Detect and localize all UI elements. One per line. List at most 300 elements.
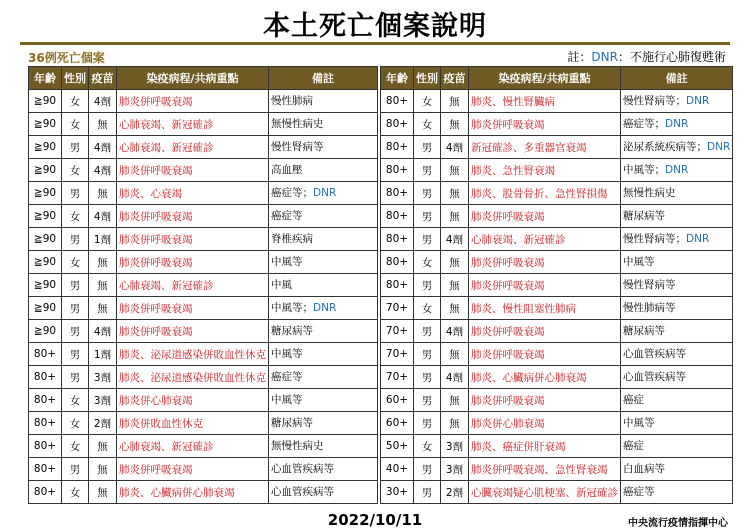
remark-cell (621, 136, 733, 159)
table-row (381, 389, 733, 412)
sex-cell (414, 366, 441, 389)
vaccine-cell-text: 1劑 (93, 233, 112, 246)
sex-cell-text: 男 (69, 233, 81, 246)
age-cell (381, 435, 414, 458)
disease-cell (117, 274, 269, 297)
disease-cell (469, 389, 621, 412)
remark-cell-text: 慢性腎病等； (623, 94, 686, 107)
vaccine-cell-text: 1劑 (93, 348, 112, 361)
age-cell-text: 50+ (385, 440, 409, 452)
disease-cell-text: 肺炎、泌尿道感染併敗血性休克 (119, 371, 266, 384)
remark-cell-text: 癌症 (623, 393, 644, 406)
sex-cell-text: 女 (421, 256, 433, 269)
age-cell-text: 80+ (33, 486, 57, 498)
age-cell (29, 205, 62, 228)
age-cell-text: 80+ (33, 348, 57, 360)
age-cell (381, 458, 414, 481)
disease-cell-text: 肺炎併呼吸衰竭 (119, 302, 193, 315)
vaccine-cell (89, 90, 117, 113)
disease-cell-text: 肺炎、慢性阻塞性肺病 (471, 302, 576, 315)
sex-cell (62, 274, 89, 297)
sex-cell (414, 113, 441, 136)
remark-cell (621, 205, 733, 228)
table-row (29, 458, 378, 481)
age-cell-text: 80+ (385, 141, 409, 153)
sex-cell-text: 男 (421, 417, 433, 430)
vaccine-cell-text: 無 (449, 187, 460, 200)
table-row (381, 228, 733, 251)
age-cell-text: 80+ (385, 164, 409, 176)
sex-cell (62, 412, 89, 435)
age-cell-text: 80+ (385, 233, 409, 245)
disease-cell (469, 228, 621, 251)
table-row (381, 412, 733, 435)
remark-cell-text: 癌症等 (271, 370, 303, 383)
table-row (29, 297, 378, 320)
table-row (29, 366, 378, 389)
sex-cell (62, 366, 89, 389)
disease-cell-text: 肺炎併呼吸衰竭 (471, 348, 545, 361)
sex-cell-text: 男 (421, 348, 433, 361)
disease-cell (117, 136, 269, 159)
table-row (381, 366, 733, 389)
disease-cell-text: 心肺衰竭、新冠確診 (119, 141, 214, 154)
remark-cell (621, 320, 733, 343)
sex-cell-text: 男 (421, 141, 433, 154)
disease-cell (117, 113, 269, 136)
remark-cell-text: 中風等 (623, 255, 655, 268)
right-case-table (380, 66, 733, 504)
sex-cell-text: 女 (421, 95, 433, 108)
age-cell-text: ≧90 (33, 279, 57, 291)
age-cell (381, 297, 414, 320)
age-cell-text: ≧90 (33, 233, 57, 245)
disease-cell-text: 肺炎併心肺衰竭 (471, 417, 545, 430)
vaccine-cell-text: 無 (449, 348, 460, 361)
sex-cell (62, 297, 89, 320)
disease-cell (117, 366, 269, 389)
table-row (381, 205, 733, 228)
age-cell-text: 70+ (385, 302, 409, 314)
age-cell-text: ≧90 (33, 118, 57, 130)
table-row (381, 182, 733, 205)
remark-cell-text: 中風等； (271, 301, 313, 314)
remark-cell (621, 251, 733, 274)
sex-cell-text: 男 (421, 164, 433, 177)
table-row (29, 320, 378, 343)
sex-cell-text: 男 (69, 302, 81, 315)
vaccine-cell (441, 366, 469, 389)
remark-cell (269, 251, 378, 274)
sex-cell-text: 女 (69, 417, 81, 430)
remark-cell-text: 慢性腎病等； (623, 232, 686, 245)
disease-cell-text: 肺炎併呼吸衰竭 (119, 325, 193, 338)
table-row (381, 320, 733, 343)
remark-cell (621, 182, 733, 205)
table-row (381, 481, 733, 504)
remark-cell-text: 脊椎疾病 (271, 232, 313, 245)
header-vaccine: 疫苗 (441, 67, 469, 90)
table-row (381, 435, 733, 458)
disease-cell-text: 肺炎併呼吸衰竭 (119, 256, 193, 269)
remark-cell-text: 癌症等； (623, 117, 665, 130)
disease-cell-text: 肺炎、癌症併肝衰竭 (471, 440, 566, 453)
age-cell-text: 80+ (385, 187, 409, 199)
remark-cell-text: 糖尿病等 (271, 416, 313, 429)
remark-cell-text: 中風等； (623, 163, 665, 176)
age-cell-text: ≧90 (33, 141, 57, 153)
remark-cell (269, 389, 378, 412)
age-cell-text: 70+ (385, 371, 409, 383)
header-disease: 染疫病程/共病重點 (469, 67, 621, 90)
remark-cell-text: 無慢性病史 (271, 117, 324, 130)
disease-cell-text: 肺炎併呼吸衰竭 (471, 256, 545, 269)
note-prefix: 註： (567, 50, 592, 64)
disease-cell (117, 297, 269, 320)
vaccine-cell (441, 90, 469, 113)
disease-cell (117, 159, 269, 182)
remark-cell (621, 90, 733, 113)
sex-cell (414, 320, 441, 343)
disease-cell (117, 205, 269, 228)
vaccine-cell (441, 320, 469, 343)
vaccine-cell (89, 412, 117, 435)
table-row (29, 481, 378, 504)
header-vaccine: 疫苗 (89, 67, 117, 90)
sex-cell (62, 458, 89, 481)
disease-cell-text: 肺炎、心衰竭 (119, 187, 182, 200)
disease-cell-text: 肺炎併呼吸衰竭 (119, 95, 193, 108)
dnr-flag: DNR (313, 186, 337, 199)
remark-cell-text: 慢性肺病等 (623, 301, 676, 314)
table-row (381, 113, 733, 136)
disease-cell-text: 肺炎併呼吸衰竭 (471, 325, 545, 338)
vaccine-cell (441, 274, 469, 297)
title-divider (20, 42, 730, 45)
age-cell (29, 136, 62, 159)
remark-cell-text: 中風 (271, 278, 292, 291)
sex-cell-text: 女 (421, 440, 433, 453)
remark-cell (621, 297, 733, 320)
dnr-note (567, 48, 726, 65)
vaccine-cell-text: 無 (449, 302, 460, 315)
remark-cell (269, 320, 378, 343)
disease-cell-text: 肺炎併呼吸衰竭、急性腎衰竭 (471, 463, 608, 476)
dnr-flag: DNR (686, 94, 710, 107)
disease-cell (469, 412, 621, 435)
disease-cell (469, 274, 621, 297)
vaccine-cell-text: 3劑 (93, 371, 112, 384)
vaccine-cell-text: 4劑 (93, 164, 112, 177)
sex-cell (414, 228, 441, 251)
report-date: 2022/10/11 (327, 511, 423, 529)
header-remark: 備註 (269, 67, 378, 90)
table-row (29, 435, 378, 458)
age-cell (381, 481, 414, 504)
vaccine-cell (89, 297, 117, 320)
vaccine-cell-text: 4劑 (445, 325, 464, 338)
sex-cell (414, 458, 441, 481)
sex-cell-text: 男 (421, 394, 433, 407)
disease-cell (469, 481, 621, 504)
vaccine-cell-text: 無 (449, 95, 460, 108)
remark-cell (621, 113, 733, 136)
remark-cell (621, 412, 733, 435)
age-cell (29, 320, 62, 343)
disease-cell (469, 251, 621, 274)
sex-cell (62, 205, 89, 228)
table-row (381, 274, 733, 297)
vaccine-cell-text: 無 (449, 256, 460, 269)
vaccine-cell (441, 182, 469, 205)
sex-cell (414, 343, 441, 366)
remark-cell (269, 343, 378, 366)
vaccine-cell-text: 無 (97, 187, 108, 200)
disease-cell-text: 肺炎、股骨骨折、急性腎損傷 (471, 187, 608, 200)
disease-cell-text: 肺炎、慢性腎臟病 (471, 95, 555, 108)
vaccine-cell-text: 無 (97, 486, 108, 499)
sex-cell (62, 481, 89, 504)
disease-cell (469, 343, 621, 366)
sex-cell-text: 男 (69, 141, 81, 154)
age-cell (29, 412, 62, 435)
vaccine-cell-text: 4劑 (93, 95, 112, 108)
sex-cell (62, 389, 89, 412)
remark-cell-text: 慢性腎病等 (623, 278, 676, 291)
remark-cell (621, 366, 733, 389)
age-cell-text: 80+ (385, 279, 409, 291)
vaccine-cell (89, 343, 117, 366)
left-case-table (28, 66, 378, 504)
disease-cell-text: 肺炎、心臟病併心肺衰竭 (119, 486, 235, 499)
disease-cell-text: 心肺衰竭、新冠確診 (471, 233, 566, 246)
disease-cell (469, 366, 621, 389)
sex-cell-text: 女 (421, 302, 433, 315)
vaccine-cell (441, 113, 469, 136)
remark-cell (269, 412, 378, 435)
remark-cell (269, 159, 378, 182)
vaccine-cell (441, 435, 469, 458)
remark-cell-text: 白血病等 (623, 462, 665, 475)
age-cell-text: 80+ (33, 417, 57, 429)
age-cell-text: 80+ (33, 371, 57, 383)
age-cell (29, 90, 62, 113)
vaccine-cell-text: 4劑 (93, 210, 112, 223)
remark-cell-text: 慢性肺病 (271, 94, 313, 107)
note-suffix: ：不施行心肺復甦術 (617, 50, 726, 64)
vaccine-cell-text: 3劑 (445, 440, 464, 453)
disease-cell (117, 90, 269, 113)
remark-cell-text: 心血管疾病等 (623, 347, 686, 360)
disease-cell (469, 90, 621, 113)
sex-cell-text: 男 (421, 371, 433, 384)
age-cell (381, 389, 414, 412)
disease-cell (469, 159, 621, 182)
dnr-flag: DNR (313, 301, 337, 314)
note-dnr: DNR (591, 50, 618, 64)
vaccine-cell (89, 182, 117, 205)
disease-cell-text: 心肺衰竭、新冠確診 (119, 279, 214, 292)
sex-cell-text: 男 (69, 325, 81, 338)
remark-cell-text: 癌症 (623, 439, 644, 452)
vaccine-cell-text: 4劑 (445, 233, 464, 246)
disease-cell-text: 肺炎、泌尿道感染併敗血性休克 (119, 348, 266, 361)
vaccine-cell-text: 4劑 (93, 325, 112, 338)
vaccine-cell (89, 435, 117, 458)
vaccine-cell-text: 2劑 (445, 486, 464, 499)
remark-cell-text: 慢性腎病等 (271, 140, 324, 153)
table-row (381, 90, 733, 113)
disease-cell (469, 205, 621, 228)
disease-cell (469, 182, 621, 205)
remark-cell-text: 癌症等； (271, 186, 313, 199)
sex-cell-text: 女 (69, 164, 81, 177)
disease-cell (117, 182, 269, 205)
vaccine-cell (89, 228, 117, 251)
vaccine-cell-text: 無 (97, 463, 108, 476)
vaccine-cell-text: 3劑 (445, 463, 464, 476)
age-cell (381, 366, 414, 389)
remark-cell (269, 205, 378, 228)
disease-cell (469, 113, 621, 136)
remark-cell (269, 113, 378, 136)
age-cell (29, 297, 62, 320)
sex-cell (414, 435, 441, 458)
disease-cell-text: 肺炎併敗血性休克 (119, 417, 203, 430)
sex-cell-text: 女 (69, 256, 81, 269)
vaccine-cell (89, 159, 117, 182)
vaccine-cell (89, 458, 117, 481)
vaccine-cell (89, 366, 117, 389)
sex-cell-text: 男 (69, 348, 81, 361)
remark-cell-text: 中風等 (271, 393, 303, 406)
sex-cell-text: 女 (69, 210, 81, 223)
table-row (29, 159, 378, 182)
table-row (381, 343, 733, 366)
sex-cell-text: 男 (421, 233, 433, 246)
remark-cell-text: 癌症等 (623, 485, 655, 498)
age-cell-text: 40+ (385, 463, 409, 475)
age-cell-text: 60+ (385, 394, 409, 406)
sex-cell (414, 90, 441, 113)
disease-cell-text: 肺炎併呼吸衰竭 (119, 233, 193, 246)
table-row (29, 182, 378, 205)
remark-cell-text: 中風等 (271, 255, 303, 268)
remark-cell-text: 泌尿系統疾病等； (623, 140, 707, 153)
disease-cell-text: 肺炎併呼吸衰竭 (471, 279, 545, 292)
header-sex: 性別 (414, 67, 441, 90)
disease-cell (469, 136, 621, 159)
header-sex: 性別 (62, 67, 89, 90)
vaccine-cell-text: 無 (449, 210, 460, 223)
disease-cell-text: 肺炎併呼吸衰竭 (119, 463, 193, 476)
vaccine-cell-text: 4劑 (93, 141, 112, 154)
disease-cell (117, 228, 269, 251)
age-cell-text: 30+ (385, 486, 409, 498)
disease-cell-text: 肺炎併呼吸衰竭 (471, 394, 545, 407)
vaccine-cell (89, 320, 117, 343)
organization-name: 中央流行疫情指揮中心 (628, 518, 728, 529)
disease-cell-text: 肺炎併心肺衰竭 (119, 394, 193, 407)
vaccine-cell-text: 4劑 (445, 371, 464, 384)
remark-cell (269, 182, 378, 205)
sex-cell (414, 205, 441, 228)
remark-cell-text: 心血管疾病等 (271, 485, 334, 498)
vaccine-cell (89, 481, 117, 504)
sex-cell (414, 159, 441, 182)
sex-cell (414, 182, 441, 205)
vaccine-cell (441, 412, 469, 435)
sex-cell (414, 297, 441, 320)
remark-cell (621, 159, 733, 182)
sex-cell-text: 男 (69, 187, 81, 200)
table-row (381, 136, 733, 159)
sex-cell (414, 251, 441, 274)
remark-cell-text: 無慢性病史 (271, 439, 324, 452)
vaccine-cell (89, 251, 117, 274)
age-cell-text: ≧90 (33, 325, 57, 337)
sex-cell-text: 男 (421, 187, 433, 200)
disease-cell (117, 458, 269, 481)
vaccine-cell (441, 389, 469, 412)
age-cell (381, 251, 414, 274)
table-row (29, 274, 378, 297)
age-cell (29, 274, 62, 297)
table-row (29, 412, 378, 435)
vaccine-cell-text: 2劑 (93, 417, 112, 430)
disease-cell-text: 心肺衰竭、新冠確診 (119, 118, 214, 131)
vaccine-cell (441, 136, 469, 159)
disease-cell-text: 肺炎併呼吸衰竭 (119, 164, 193, 177)
sex-cell-text: 男 (69, 371, 81, 384)
sex-cell (414, 136, 441, 159)
remark-cell (621, 228, 733, 251)
age-cell (29, 228, 62, 251)
vaccine-cell (89, 113, 117, 136)
sex-cell (62, 435, 89, 458)
age-cell-text: ≧90 (33, 187, 57, 199)
remark-cell (269, 136, 378, 159)
header-disease: 染疫病程/共病重點 (117, 67, 269, 90)
age-cell-text: 80+ (385, 210, 409, 222)
age-cell (29, 389, 62, 412)
disease-cell (469, 297, 621, 320)
table-row (381, 458, 733, 481)
disease-cell (117, 389, 269, 412)
table-row (29, 113, 378, 136)
disease-cell (469, 458, 621, 481)
disease-cell (117, 320, 269, 343)
remark-cell (269, 274, 378, 297)
age-cell (381, 274, 414, 297)
disease-cell-text: 肺炎併呼吸衰竭 (119, 210, 193, 223)
remark-cell (269, 458, 378, 481)
age-cell (381, 343, 414, 366)
sex-cell (62, 182, 89, 205)
remark-cell (621, 343, 733, 366)
age-cell (29, 113, 62, 136)
remark-cell-text: 中風等 (623, 416, 655, 429)
sex-cell (414, 274, 441, 297)
sex-cell (414, 412, 441, 435)
vaccine-cell (441, 481, 469, 504)
header-age: 年齡 (381, 67, 414, 90)
remark-cell (621, 481, 733, 504)
remark-cell (269, 228, 378, 251)
sex-cell (414, 389, 441, 412)
age-cell-text: ≧90 (33, 164, 57, 176)
remark-cell (621, 458, 733, 481)
